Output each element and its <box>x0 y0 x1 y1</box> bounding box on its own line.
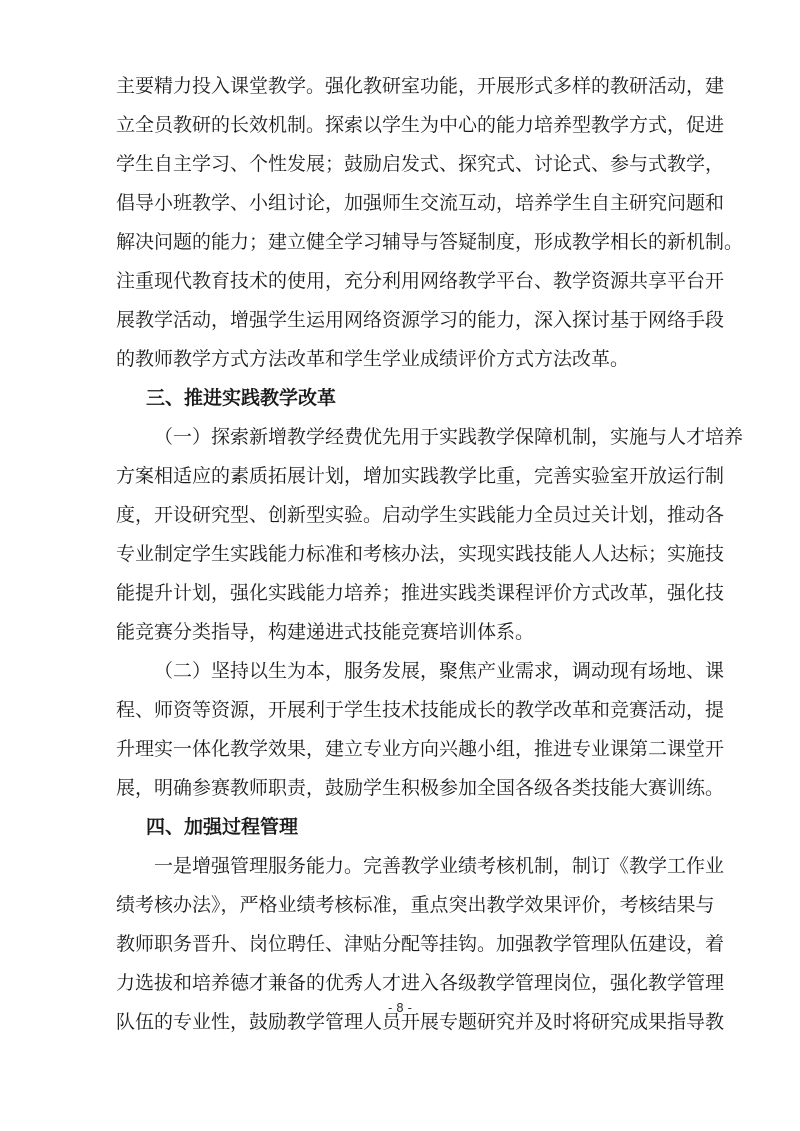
text-line: 升理实一体化教学效果，建立专业方向兴趣小组，推进专业课第二课堂开 <box>116 738 725 760</box>
section-heading: 三、推进实践教学改革 <box>146 387 337 409</box>
text-line: 展教学活动，增强学生运用网络资源学习的能力，深入探讨基于网络手段 <box>116 309 725 331</box>
text-line: （一）探索新增教学经费优先用于实践教学保障机制，实施与人才培养 <box>154 426 744 448</box>
text-line: 力选拔和培养德才兼备的优秀人才进入各级教学管理岗位，强化教学管理 <box>116 972 725 994</box>
text-line: 解决问题的能力；建立健全学习辅导与答疑制度，形成教学相长的新机制。 <box>116 231 744 253</box>
text-line: 主要精力投入课堂教学。强化教研室功能，开展形式多样的教研活动，建 <box>116 75 725 97</box>
text-line: 能竞赛分类指导，构建递进式技能竞赛培训体系。 <box>116 621 535 643</box>
text-line: 能提升计划，强化实践能力培养；推进实践类课程评价方式改革，强化技 <box>116 582 725 604</box>
text-line: 程、师资等资源，开展利于学生技术技能成长的教学改革和竞赛活动，提 <box>116 699 725 721</box>
page-number: - 8 - <box>388 1001 412 1015</box>
text-line: 队伍的专业性，鼓励教学管理人员开展专题研究并及时将研究成果指导教 <box>116 1011 725 1033</box>
text-line: 展，明确参赛教师职责，鼓励学生积极参加全国各级各类技能大赛训练。 <box>116 777 725 799</box>
text-line: 专业制定学生实践能力标准和考核办法，实现实践技能人人达标；实施技 <box>116 543 725 565</box>
text-line: 倡导小班教学、小组讨论，加强师生交流互动，培养学生自主研究问题和 <box>116 192 725 214</box>
text-line: 度，开设研究型、创新型实验。启动学生实践能力全员过关计划，推动各 <box>116 504 725 526</box>
text-line: 学生自主学习、个性发展；鼓励启发式、探究式、讨论式、参与式教学， <box>116 153 725 175</box>
text-line: 立全员教研的长效机制。探索以学生为中心的能力培养型教学方式，促进 <box>116 114 725 136</box>
text-line: （二）坚持以生为本，服务发展，聚焦产业需求，调动现有场地、课 <box>154 660 725 682</box>
section-heading: 四、加强过程管理 <box>146 816 299 838</box>
text-line: 教师职务晋升、岗位聘任、津贴分配等挂钩。加强教学管理队伍建设，着 <box>116 933 725 955</box>
text-line: 方案相适应的素质拓展计划，增加实践教学比重，完善实验室开放运行制 <box>116 465 725 487</box>
text-line: 绩考核办法》，严格业绩考核标准，重点突出教学效果评价，考核结果与 <box>116 894 715 916</box>
text-line: 注重现代教育技术的使用，充分利用网络教学平台、教学资源共享平台开 <box>116 270 725 292</box>
text-line: 的教师教学方式方法改革和学生学业成绩评价方式方法改革。 <box>116 348 630 370</box>
document-body <box>116 67 744 1042</box>
text-line: 一是增强管理服务能力。完善教学业绩考核机制，制订《教学工作业 <box>154 855 725 877</box>
